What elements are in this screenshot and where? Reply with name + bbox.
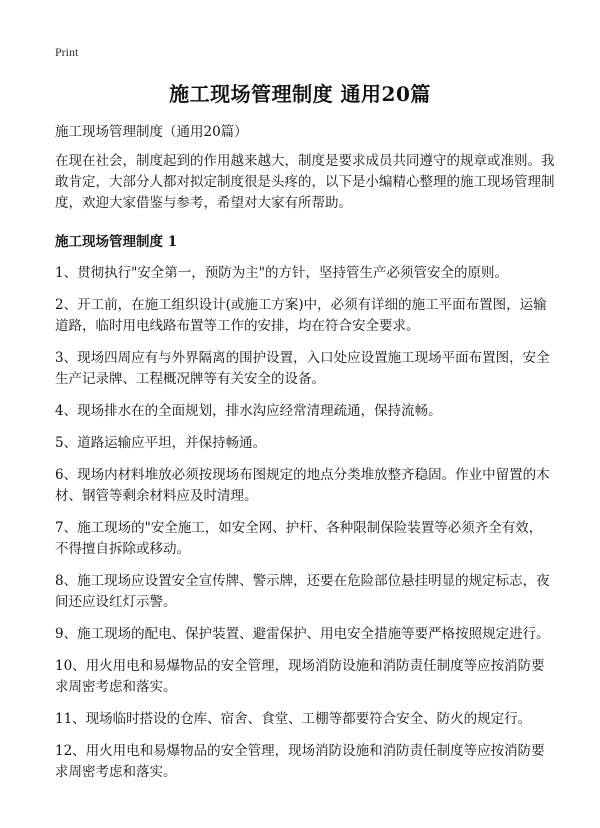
list-item: 10、用火用电和易爆物品的安全管理，现场消防设施和消防责任制度等应按消防要求周密考虑和落实。: [55, 658, 545, 695]
list-item: 4、现场排水在的全面规划，排水沟应经常清理疏通，保持流畅。: [55, 403, 442, 419]
list-item: 8、施工现场应设置安全宣传牌、警示牌，还要在危险部位悬挂明显的规定标志，夜间还应设红灯示警。: [55, 573, 550, 610]
list-item: 5、道路运输应平坦，并保持畅通。: [55, 435, 267, 451]
page-title: 施工现场管理制度 通用20篇: [169, 82, 431, 106]
list-item: 3、现场四周应有与外界隔离的围护设置，入口处应设置施工现场平面布置图，安全生产记录牌、工程概况牌等有关安全的设备。: [55, 350, 550, 387]
list-item: 6、现场内材料堆放必须按现场布图规定的地点分类堆放整齐稳固。作业中留置的木材、钢管等剩余材料应及时清理。: [55, 467, 550, 504]
list-item: 11、现场临时搭设的仓库、宿舍、食堂、工棚等都要符合安全、防火的规定行。: [55, 711, 532, 727]
section-heading: 施工现场管理制度 1: [55, 234, 178, 250]
list-item: 12、用火用电和易爆物品的安全管理，现场消防设施和消防责任制度等应按消防要求周密考虑和落实。: [55, 743, 545, 780]
intro-paragraph: 在现在社会，制度起到的作用越来越大，制度是要求成员共同遵守的规章或准则。我敢肯定，大部分人都对拟定制度很是头疼的，以下是小编精心整理的施工现场管理制度，欢迎大家借鉴与参考，希望对大家有所帮助。: [55, 153, 555, 211]
list-item: 1、贯彻执行"安全第一，预防为主"的方针，坚持管生产必须管安全的原则。: [55, 265, 509, 281]
list-item: 9、施工现场的配电、保护装置、避雷保护、用电安全措施等要严格按照规定进行。: [55, 626, 550, 642]
document-body: [55, 122, 555, 794]
list-item: 7、施工现场的"安全施工，如安全网、护杆、各种限制保险装置等必须齐全有效，不得擅自拆除或移动。: [55, 520, 543, 557]
print-label: Print: [55, 45, 79, 59]
document-subtitle: 施工现场管理制度（通用20篇）: [55, 124, 248, 140]
list-item: 2、开工前，在施工组织设计(或施工方案)中，必须有详细的施工平面布置图，运输道路，临时用电线路布置等工作的安排，均在符合安全要求。: [55, 297, 547, 334]
